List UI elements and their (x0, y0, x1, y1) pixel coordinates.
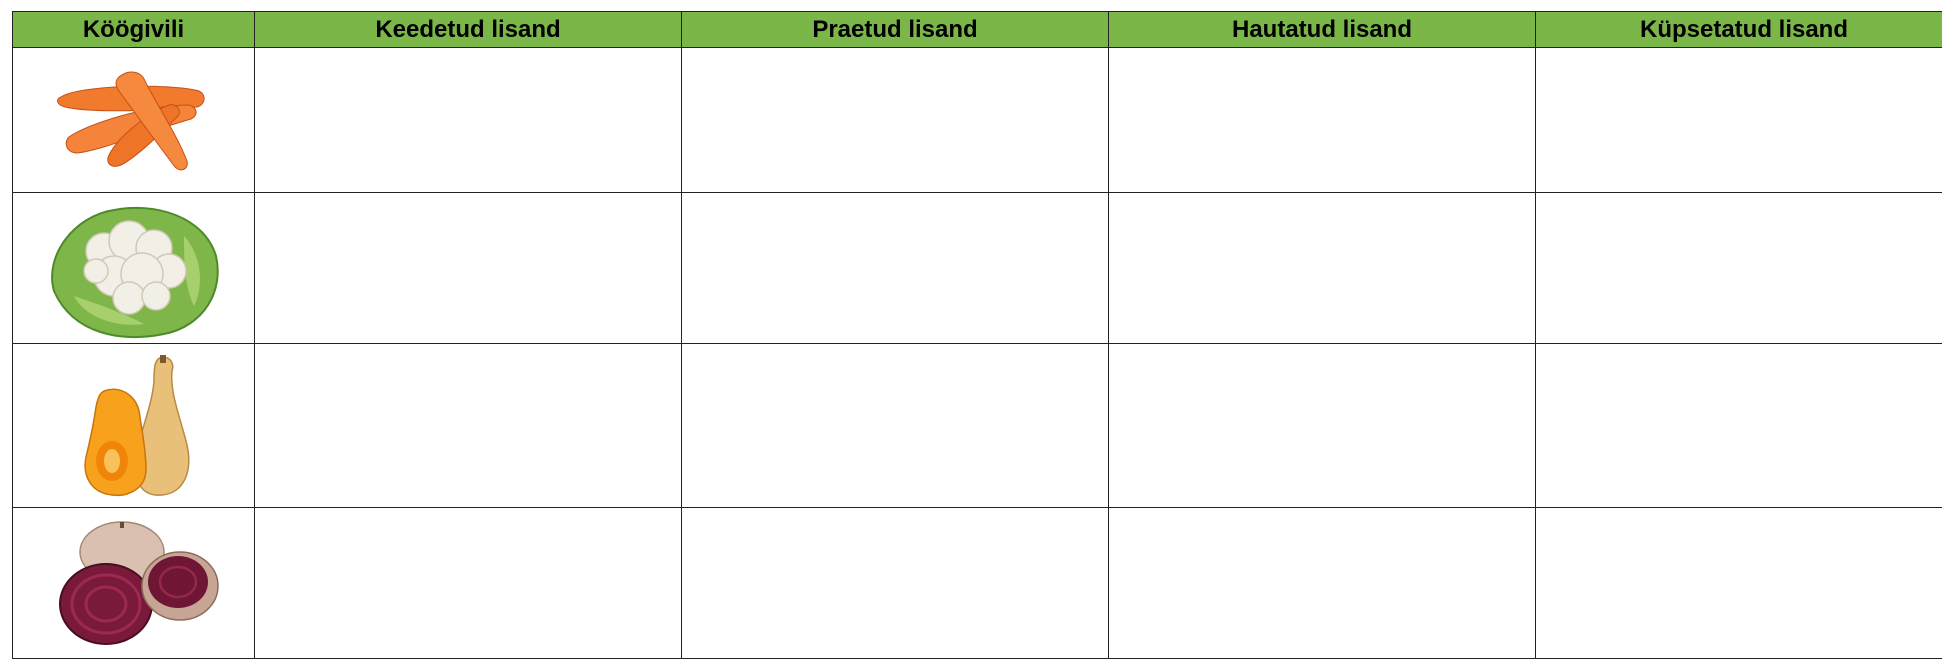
baked-cell[interactable] (1536, 508, 1942, 659)
stewed-cell[interactable] (1109, 193, 1536, 344)
fried-cell[interactable] (682, 48, 1109, 193)
butternut-squash-icon (74, 351, 194, 501)
vegetable-side-dish-table (12, 11, 1942, 659)
table-row (13, 193, 1942, 344)
boiled-cell[interactable] (255, 193, 682, 344)
baked-cell[interactable] (1536, 193, 1942, 344)
header-fried: Praetud lisand (682, 12, 1109, 48)
stewed-cell[interactable] (1109, 344, 1536, 508)
vegetable-cell (13, 344, 255, 508)
header-stewed: Hautatud lisand (1109, 12, 1536, 48)
vegetable-cell (13, 508, 255, 659)
cauliflower-icon (44, 196, 224, 341)
fried-cell[interactable] (682, 508, 1109, 659)
vegetable-cell (13, 48, 255, 193)
table-row (13, 508, 1942, 659)
carrot-icon (49, 65, 219, 175)
stewed-cell[interactable] (1109, 508, 1536, 659)
header-baked: Küpsetatud lisand (1536, 12, 1942, 48)
boiled-cell[interactable] (255, 48, 682, 193)
vegetable-cell (13, 193, 255, 344)
header-row (13, 12, 1942, 48)
baked-cell[interactable] (1536, 344, 1942, 508)
table-row (13, 344, 1942, 508)
header-boiled: Keedetud lisand (255, 12, 682, 48)
stewed-cell[interactable] (1109, 48, 1536, 193)
table-row (13, 48, 1942, 193)
boiled-cell[interactable] (255, 508, 682, 659)
fried-cell[interactable] (682, 193, 1109, 344)
baked-cell[interactable] (1536, 48, 1942, 193)
boiled-cell[interactable] (255, 344, 682, 508)
fried-cell[interactable] (682, 344, 1109, 508)
header-vegetable: Köögivili (13, 12, 255, 48)
beetroot-icon (44, 518, 224, 648)
